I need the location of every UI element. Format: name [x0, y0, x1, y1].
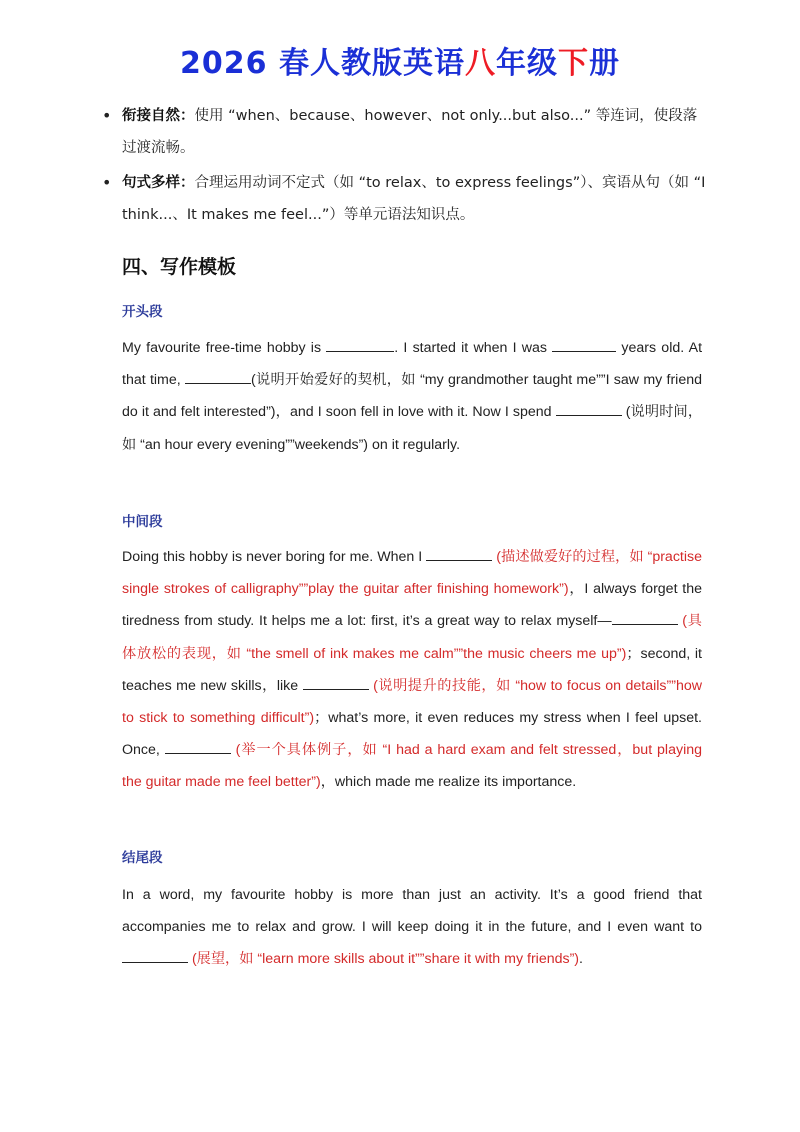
blank-line [185, 368, 251, 384]
blank-line [303, 674, 369, 690]
blank-line [612, 609, 678, 625]
blank-line [426, 545, 492, 561]
bullet-dot-icon: • [102, 106, 112, 125]
blank-line [165, 738, 231, 754]
blank-line [552, 336, 616, 352]
blank-line [326, 336, 394, 352]
section-heading: 四、写作模板 [122, 256, 237, 278]
opening-paragraph: My favourite free-time hobby is . I started it when I was years old. At that time, (说明开始爱好的契机，如 “my grandmother taught me””I saw my friend do it and felt interested”)，and I soon fell in love with it. Now I spend (说明时间，如 “an hour every evening””weekends”) on it regularly. [122, 332, 702, 461]
middle-paragraph: Doing this hobby is never boring for me. When I (描述做爱好的过程，如 “practise single strokes of calligraphy””play the guitar after finishing homework”)，I always forget the tiredness from study. It helps me a lot: first, it’s a great way to relax myself— (具体放松的表现，如 “the smell of ink makes me calm””the music cheers me up”)；second, it teaches me new skills，like (说明提升的技能，如 “how to focus on details””how to stick to something difficult”)；what’s more, it even reduces my stress when I feel upset. Once, (举一个具体例子，如 “I had a hard exam and felt stressed，but playing the guitar made me feel better”)，which made me realize its importance. [122, 541, 702, 799]
middle-heading: 中间段 [122, 514, 163, 530]
ending-paragraph: In a word, my favourite hobby is more than just an activity. It’s a good friend that accompanies me to relax and grow. I will keep doing it in the future, and I even want to (展望，如 “learn more skills about it””share it with my friends”). [122, 887, 702, 968]
blank-line [556, 400, 622, 416]
blank-line [122, 947, 188, 963]
list-item: • 衔接自然：使用 “when、because、however、not only...but also...” 等连词，使段落过渡流畅。 [122, 100, 707, 164]
ending-heading: 结尾段 [122, 850, 163, 866]
bullet-dot-icon: • [102, 173, 112, 192]
tips-list [102, 100, 707, 234]
page-title: 2026 春人教版英语八年级下册 [180, 46, 620, 81]
opening-heading: 开头段 [122, 304, 163, 320]
list-item: • 句式多样：合理运用动词不定式（如 “to relax、to express feelings”）、宾语从句（如 “I think...、It makes me feel...”）等单元语法知识点。 [122, 167, 707, 231]
